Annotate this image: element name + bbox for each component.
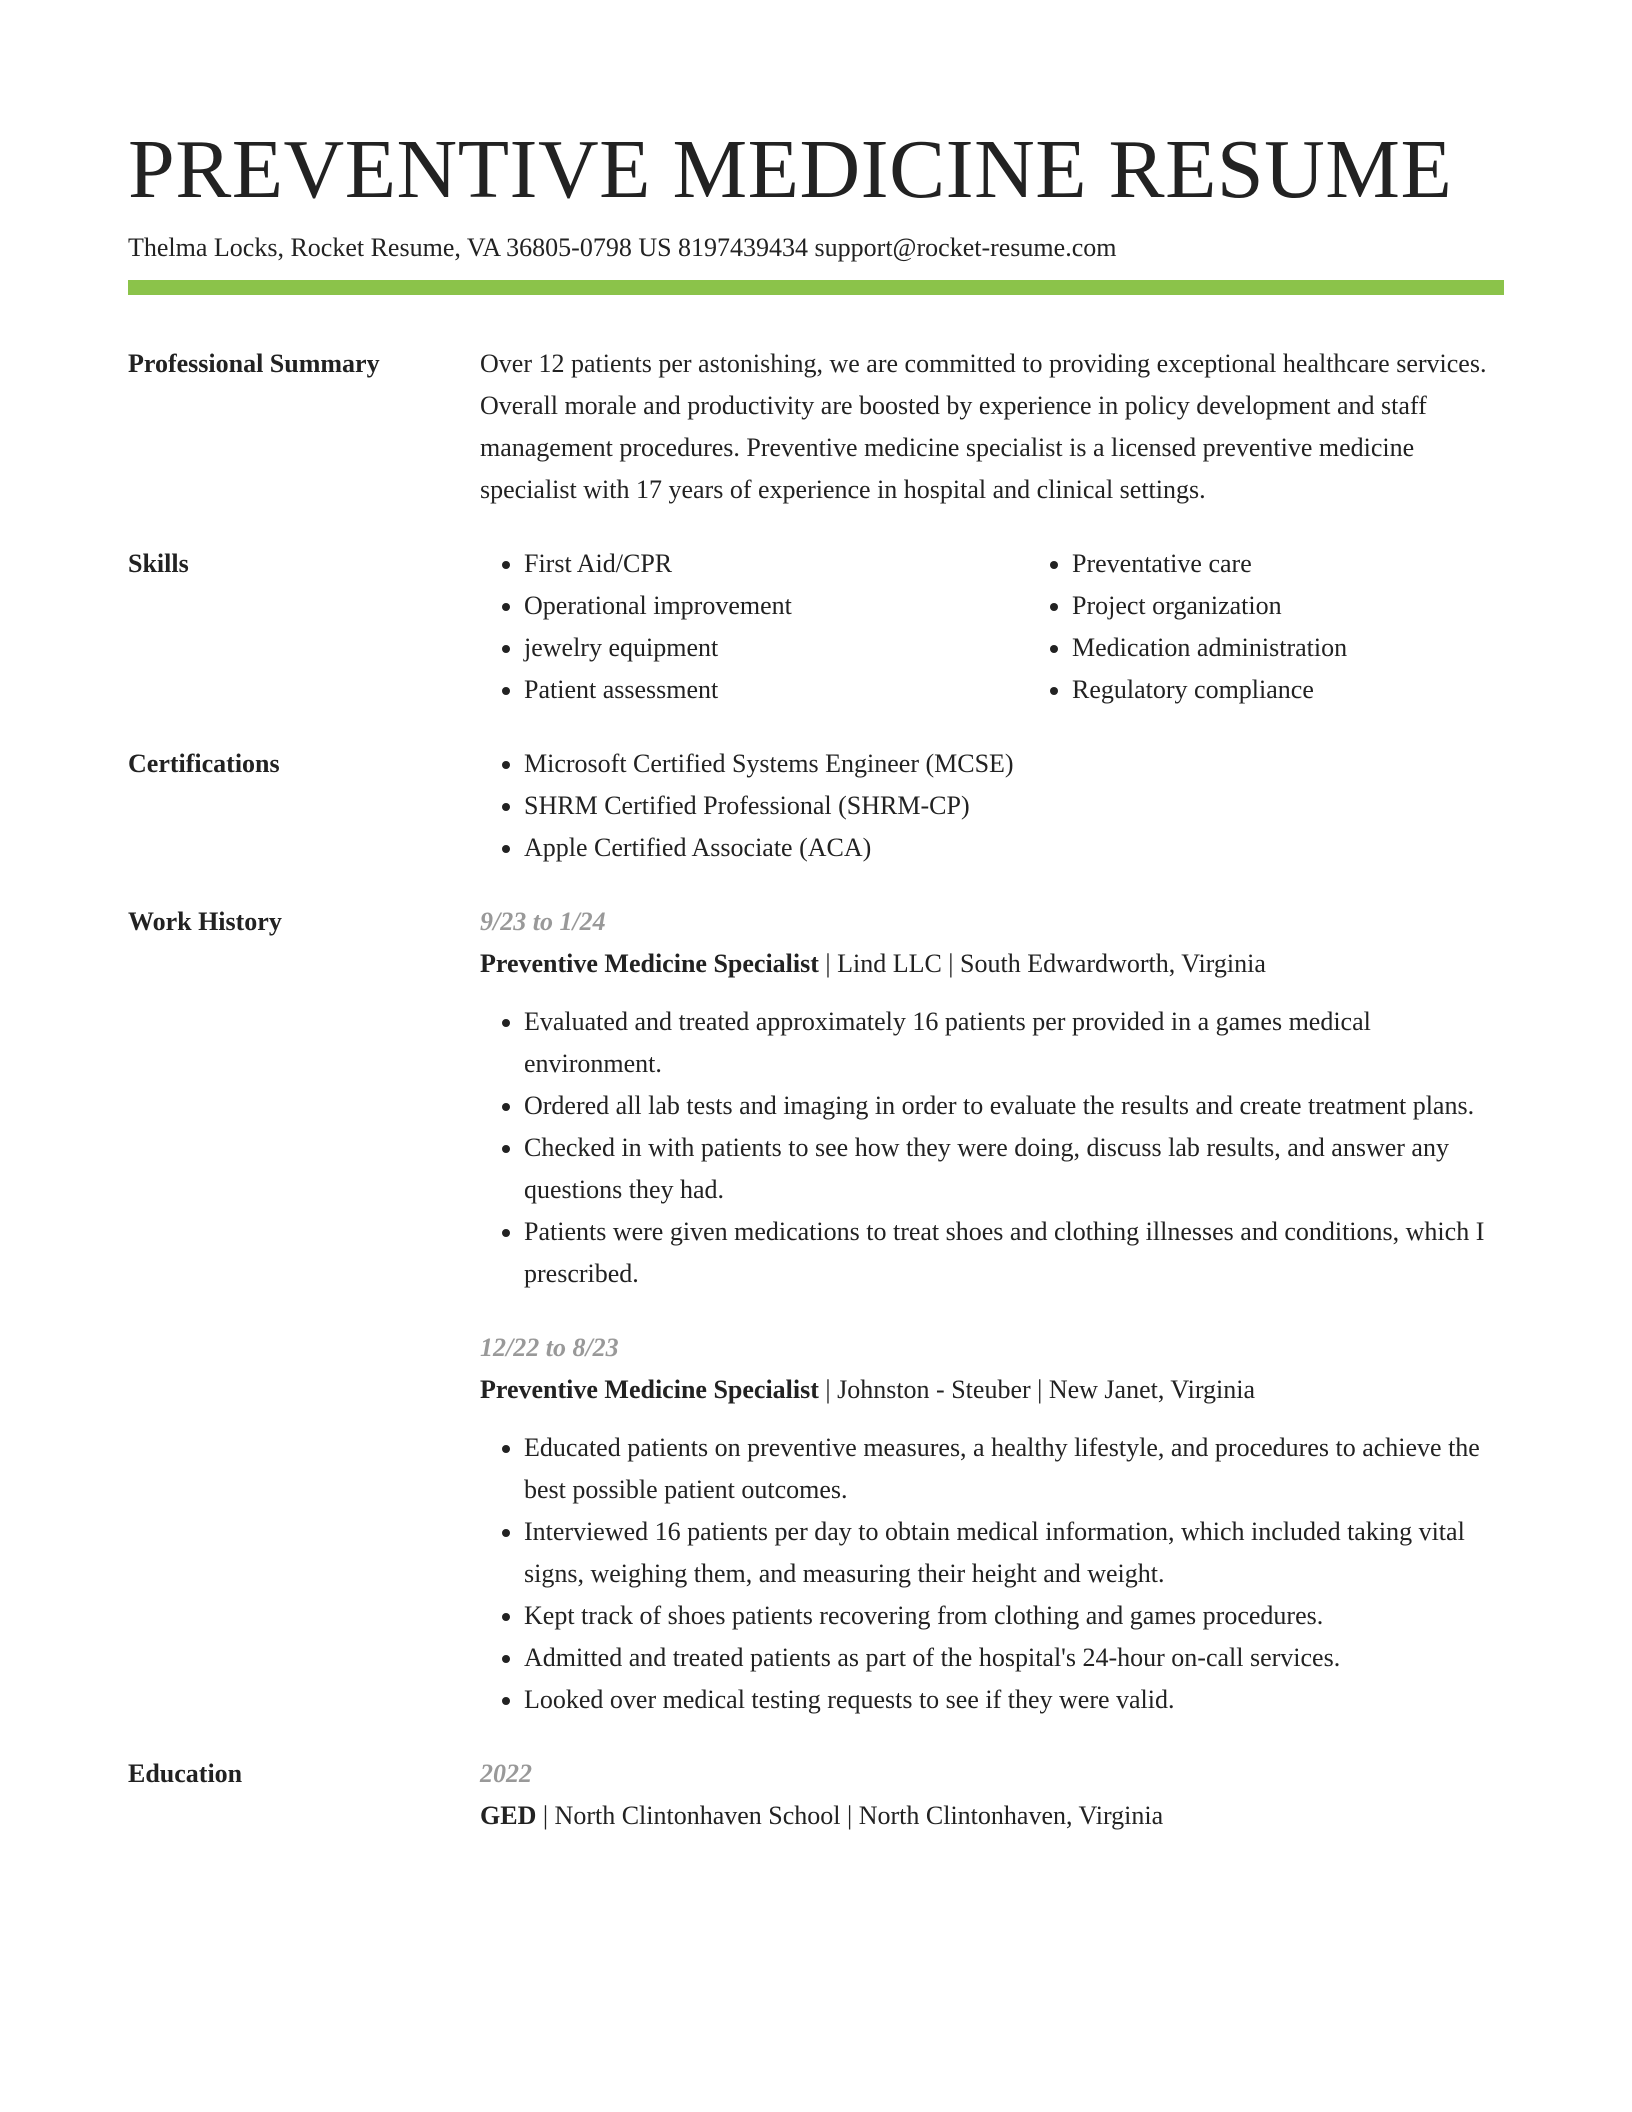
job-entry (480, 1327, 1504, 1721)
work-history-heading: Work History (128, 907, 282, 936)
education-section (128, 1753, 1504, 1837)
resume-page (128, 118, 1504, 1837)
summary-heading: Professional Summary (128, 349, 380, 378)
job-bullet: • Educated patients on preventive measures, a healthy lifestyle, and procedures to achieve the best possible patient outcomes. (524, 1427, 1504, 1511)
job-bullet: • Evaluated and treated approximately 16 patients per provided in a games medical environment. (524, 1001, 1504, 1085)
job-bullet: • Looked over medical testing requests to see if they were valid. (524, 1679, 1504, 1721)
job-bullets (480, 1427, 1504, 1721)
education-year: 2022 (480, 1759, 532, 1788)
job-bullet: • Checked in with patients to see how they were doing, discuss lab results, and answer any questions they had. (524, 1127, 1504, 1211)
work-history-section (128, 901, 1504, 1721)
skills-column-1 (480, 543, 1028, 711)
job-header (480, 1369, 1504, 1411)
certification-item: • SHRM Certified Professional (SHRM-CP) (524, 785, 1504, 827)
job-dates: 9/23 to 1/24 (480, 907, 606, 936)
summary-text: Over 12 patients per astonishing, we are committed to providing exceptional healthcare services. Overall morale and productivity are boosted by experience in policy development and staff management procedures. Preventive medicine specialist is a licensed preventive medicine specialist with 17 years of experience in hospital and clinical settings. (480, 349, 1487, 504)
job-dates: 12/22 to 8/23 (480, 1333, 619, 1362)
job-header (480, 943, 1504, 985)
job-bullets (480, 1001, 1504, 1295)
job-employer: | Lind LLC | South Edwardworth, Virginia (818, 949, 1266, 978)
resume-title: PREVENTIVE MEDICINE RESUME (128, 123, 1453, 216)
job-bullet: • Admitted and treated patients as part of the hospital's 24-hour on-call services. (524, 1637, 1504, 1679)
job-bullet: • Kept track of shoes patients recovering from clothing and games procedures. (524, 1595, 1504, 1637)
job-entry (480, 901, 1504, 1295)
skill-item: • jewelry equipment (524, 627, 1028, 669)
certification-item: • Apple Certified Associate (ACA) (524, 827, 1504, 869)
skills-section (128, 543, 1504, 711)
job-employer: | Johnston - Steuber | New Janet, Virginia (818, 1375, 1255, 1404)
skill-item: • Medication administration (1072, 627, 1576, 669)
certification-item: • Microsoft Certified Systems Engineer (MCSE) (524, 743, 1504, 785)
job-bullet: • Interviewed 16 patients per day to obtain medical information, which included taking vital signs, weighing them, and measuring their height and weight. (524, 1511, 1504, 1595)
skill-item: • Preventative care (1072, 543, 1576, 585)
accent-divider (128, 280, 1504, 295)
certifications-list (480, 743, 1504, 869)
skills-column-2 (1028, 543, 1576, 711)
skills-heading: Skills (128, 549, 189, 578)
job-bullet: • Ordered all lab tests and imaging in order to evaluate the results and create treatment plans. (524, 1085, 1504, 1127)
skill-item: • Operational improvement (524, 585, 1028, 627)
certifications-section (128, 743, 1504, 869)
education-entry (480, 1795, 1504, 1837)
job-title: Preventive Medicine Specialist (480, 1375, 819, 1404)
certifications-heading: Certifications (128, 749, 280, 778)
skill-item: • First Aid/CPR (524, 543, 1028, 585)
contact-line: Thelma Locks, Rocket Resume, VA 36805-0798 US 8197439434 support@rocket-resume.com (128, 233, 1117, 262)
education-heading: Education (128, 1759, 243, 1788)
education-school: | North Clintonhaven School | North Clintonhaven, Virginia (536, 1801, 1164, 1830)
skill-item: • Regulatory compliance (1072, 669, 1576, 711)
job-title: Preventive Medicine Specialist (480, 949, 819, 978)
education-degree: GED (480, 1801, 537, 1830)
summary-section (128, 343, 1504, 511)
skill-item: • Patient assessment (524, 669, 1028, 711)
skills-list (480, 543, 1576, 711)
job-bullet: • Patients were given medications to treat shoes and clothing illnesses and conditions, which I prescribed. (524, 1211, 1504, 1295)
skill-item: • Project organization (1072, 585, 1576, 627)
